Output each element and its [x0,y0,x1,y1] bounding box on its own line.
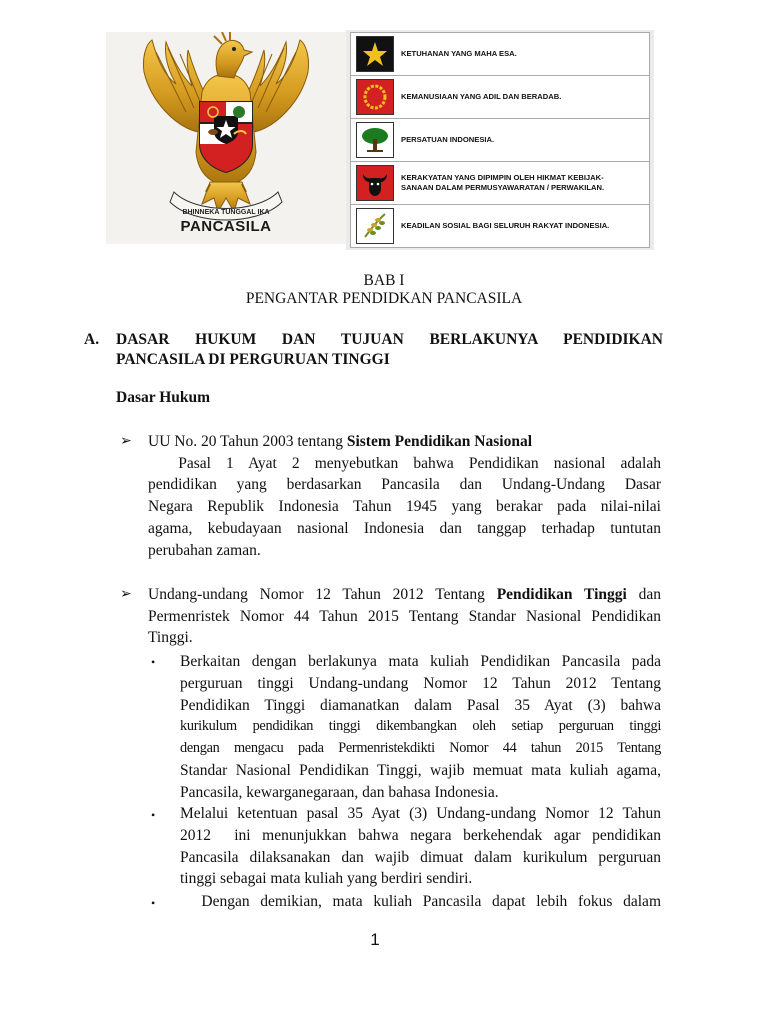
bullet-2-line-4: tinggi sebagai mata kuliah yang berdiri sendiri. [180,870,473,888]
item-2-line-2: Permenristek Nomor 44 Tahun 2015 Tentang Standar Nasional Pendidikan [148,607,661,625]
motto-ribbon-text: BHINNEKA TUNGGAL IKA [182,209,270,216]
sila-row-5 [351,205,649,247]
star-icon [356,36,394,72]
rice-cotton-icon [356,208,394,244]
five-principles-chart [346,30,654,250]
banyan-tree-icon [356,122,394,158]
bullet-1-line-2: perguruan tinggi Undang-undang Nomor 12 Tahun 2012 Tentang [180,674,661,692]
sila-4-line-2: SANAAN DALAM PERMUSYAWARATAN / PERWAKILAN. [401,183,605,192]
subheading-dasar-hukum: Dasar Hukum [116,389,211,406]
item-1-heading-plain: UU No. 20 Tahun 2003 tentang [148,433,347,450]
bullet-1-line-3: Pendidikan Tinggi diamanatkan dalam Pasal 35 Ayat (3) bahwa [180,696,661,714]
sila-4-text [401,162,645,204]
sila-4-line-1: KERAKYATAN YANG DIPIMPIN OLEH HIKMAT KEBIJAK- [401,173,604,182]
bull-head-icon [356,165,394,201]
bullet-dot-icon: • [151,808,156,822]
bullet-2-line-3: Pancasila dilaksanakan dan wajib dimuat dalam kurikulum perguruan [180,848,661,866]
bullet-dot-icon: • [151,655,156,669]
bullet-paragraph-2 [180,803,661,890]
sila-row-2 [351,76,649,119]
sila-1-text: KETUHANAN YANG MAHA ESA. [401,49,517,58]
item-2-line-1 [148,584,661,606]
sila-3-text: PERSATUAN INDONESIA. [401,135,495,144]
garuda-pancasila-emblem [106,32,346,244]
bullet-2-line-2: 2012 ini menunjukkan bahwa negara berkehendak agar pendidikan [180,826,661,844]
page-number: 1 [370,930,380,949]
bullet-dot-icon: • [151,896,156,910]
item-1-line-1: Pasal 1 Ayat 2 menyebutkan bahwa Pendidikan nasional adalah [148,454,661,472]
item-1-line-4: agama, kebudayaan nasional Indonesia dan tanggap terhadap tuntutan [148,519,661,537]
item-1-heading [148,431,661,453]
sila-5-text: KEADILAN SOSIAL BAGI SELURUH RAKYAT INDONESIA. [401,221,610,230]
arrow-bullet-icon: ➢ [120,434,132,449]
bullet-1-line-7: Pancasila, kewarganegaraan, dan bahasa Indonesia. [180,783,499,801]
item-1-heading-bold: Sistem Pendidikan Nasional [346,433,533,450]
legal-basis-item-2 [148,584,661,649]
emblem-caption: PANCASILA [180,218,272,235]
chapter-number: BAB I [363,272,405,289]
section-letter: A. [84,331,100,348]
item-1-line-3: Negara Republik Indonesia Tahun 1945 yang berakar pada nilai-nilai [148,498,661,516]
garuda-bird-icon [106,32,346,244]
bullet-paragraph-3 [180,891,661,913]
sila-2-text: KEMANUSIAAN YANG ADIL DAN BERADAB. [401,92,562,101]
chapter-title: PENGANTAR PENDIDKAN PANCASILA [245,290,523,307]
sila-row-1 [351,33,649,76]
section-a-heading-line-2: PANCASILA DI PERGURUAN TINGGI [116,351,390,368]
chain-icon [356,79,394,115]
arrow-bullet-icon: ➢ [120,587,132,602]
bullet-paragraph-1 [180,651,661,804]
item-2-line-1-bold: Pendidikan Tinggi [496,586,627,603]
item-2-line-3: Tinggi. [148,629,193,647]
item-1-line-2: pendidikan yang berdasarkan Pancasila dan Undang-Undang Dasar [148,476,661,494]
bullet-1-line-1: Berkaitan dengan berlakunya mata kuliah Pendidikan Pancasila pada [180,653,661,670]
bullet-1-line-5: dengan mengacu pada Permenristekdikti Nomor 44 tahun 2015 Tentang [180,740,661,757]
sila-row-3 [351,119,649,162]
item-2-line-1-tail: dan [626,586,662,603]
bullet-1-line-4: kurikulum pendidikan tinggi dikembangkan oleh setiap perguruan tinggi [180,718,661,735]
bullet-2-line-1: Melalui ketentuan pasal 35 Ayat (3) Undang-undang Nomor 12 Tahun [180,805,661,822]
item-1-line-5: perubahan zaman. [148,541,261,559]
bullet-1-line-6: Standar Nasional Pendidikan Tinggi, wajib memuat mata kuliah agama, [180,761,661,779]
sila-row-4 [351,162,649,205]
section-a-heading-line-1: DASAR HUKUM DAN TUJUAN BERLAKUNYA PENDIDIKAN [116,331,663,348]
bullet-3-line-1: Dengan demikian, mata kuliah Pancasila dapat lebih fokus dalam [180,893,661,910]
item-2-line-1-plain: Undang-undang Nomor 12 Tahun 2012 Tentang [148,586,497,603]
legal-basis-item-1 [148,431,661,561]
